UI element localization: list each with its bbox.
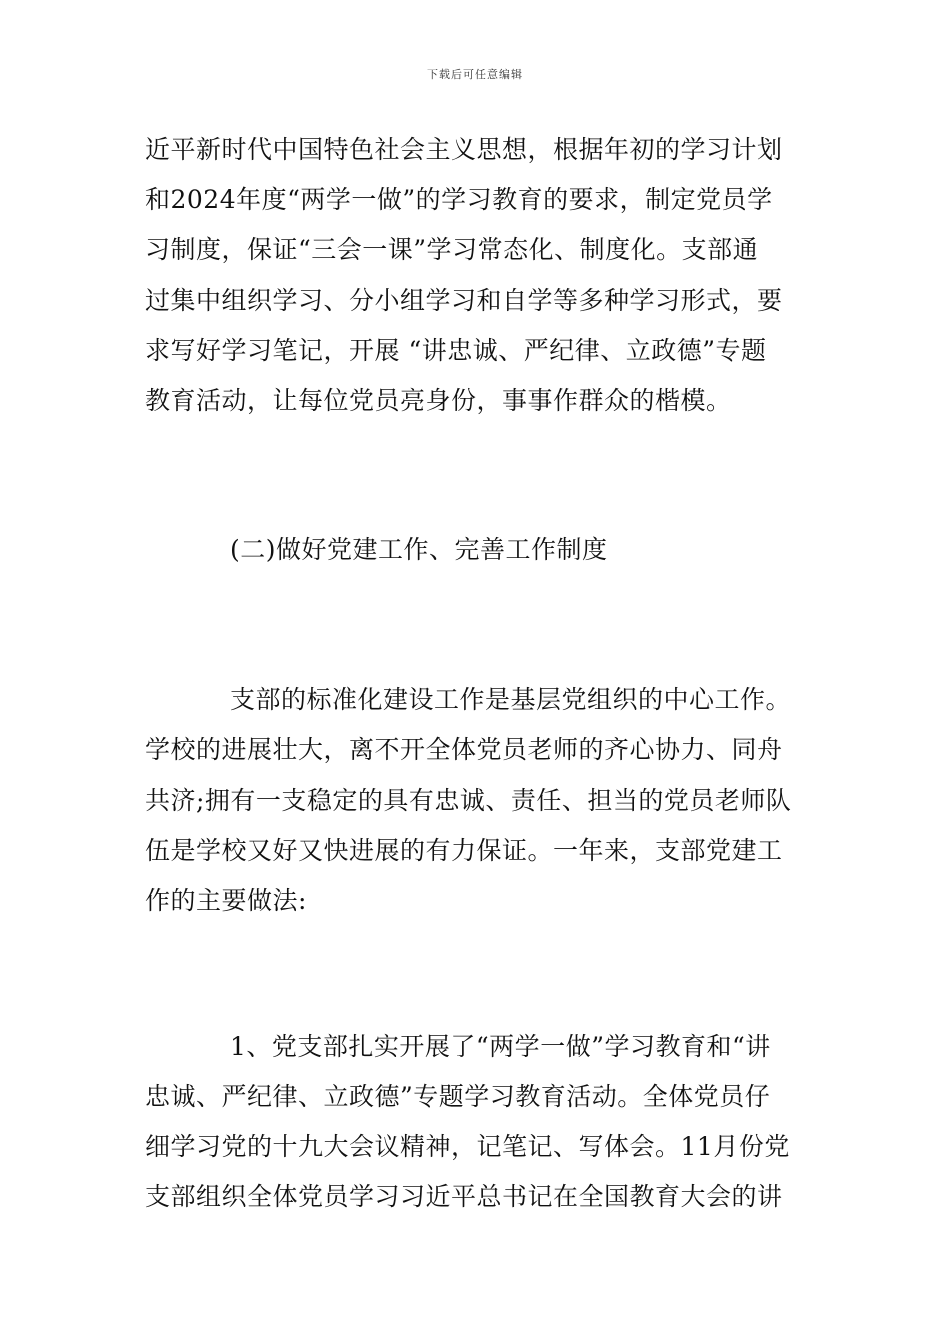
text-line: 学校的进展壮大，离不开全体党员老师的齐心协力、同舟 [145, 735, 783, 764]
section-heading-text: (二)做好党建工作、完善工作制度 [230, 535, 608, 564]
text-line: 1、党支部扎实开展了“两学一做”学习教育和“讲 [230, 1032, 771, 1061]
text-line: 习制度，保证“三会一课”学习常态化、制度化。支部通 [145, 235, 759, 264]
text-line: 近平新时代中国特色社会主义思想，根据年初的学习计划 [145, 135, 783, 164]
text-line: 伍是学校又好又快进展的有力保证。一年来，支部党建工 [145, 836, 783, 865]
text-line: 支部的标准化建设工作是基层党组织的中心工作。 [230, 685, 792, 714]
text-line: 共济;拥有一支稳定的具有忠诚、责任、担当的党员老师队 [145, 786, 792, 815]
text-line: 忠诚、严纪律、立政德”专题学习教育活动。全体党员仔 [145, 1082, 771, 1111]
text-line: 作的主要做法: [145, 886, 307, 915]
text-line: 教育活动，让每位党员亮身份，事事作群众的楷模。 [145, 386, 732, 415]
page-header: 下载后可任意编辑 [427, 68, 523, 81]
text-line: 求写好学习笔记，开展 “讲忠诚、严纪律、立政德”专题 [145, 336, 767, 365]
text-line: 细学习党的十九大会议精神，记笔记、写体会。11月份党 [145, 1132, 790, 1161]
text-line: 支部组织全体党员学习习近平总书记在全国教育大会的讲 [145, 1182, 783, 1211]
text-line: 和2024年度“两学一做”的学习教育的要求，制定党员学 [145, 185, 773, 214]
text-line: 过集中组织学习、分小组学习和自学等多种学习形式，要 [145, 286, 783, 315]
